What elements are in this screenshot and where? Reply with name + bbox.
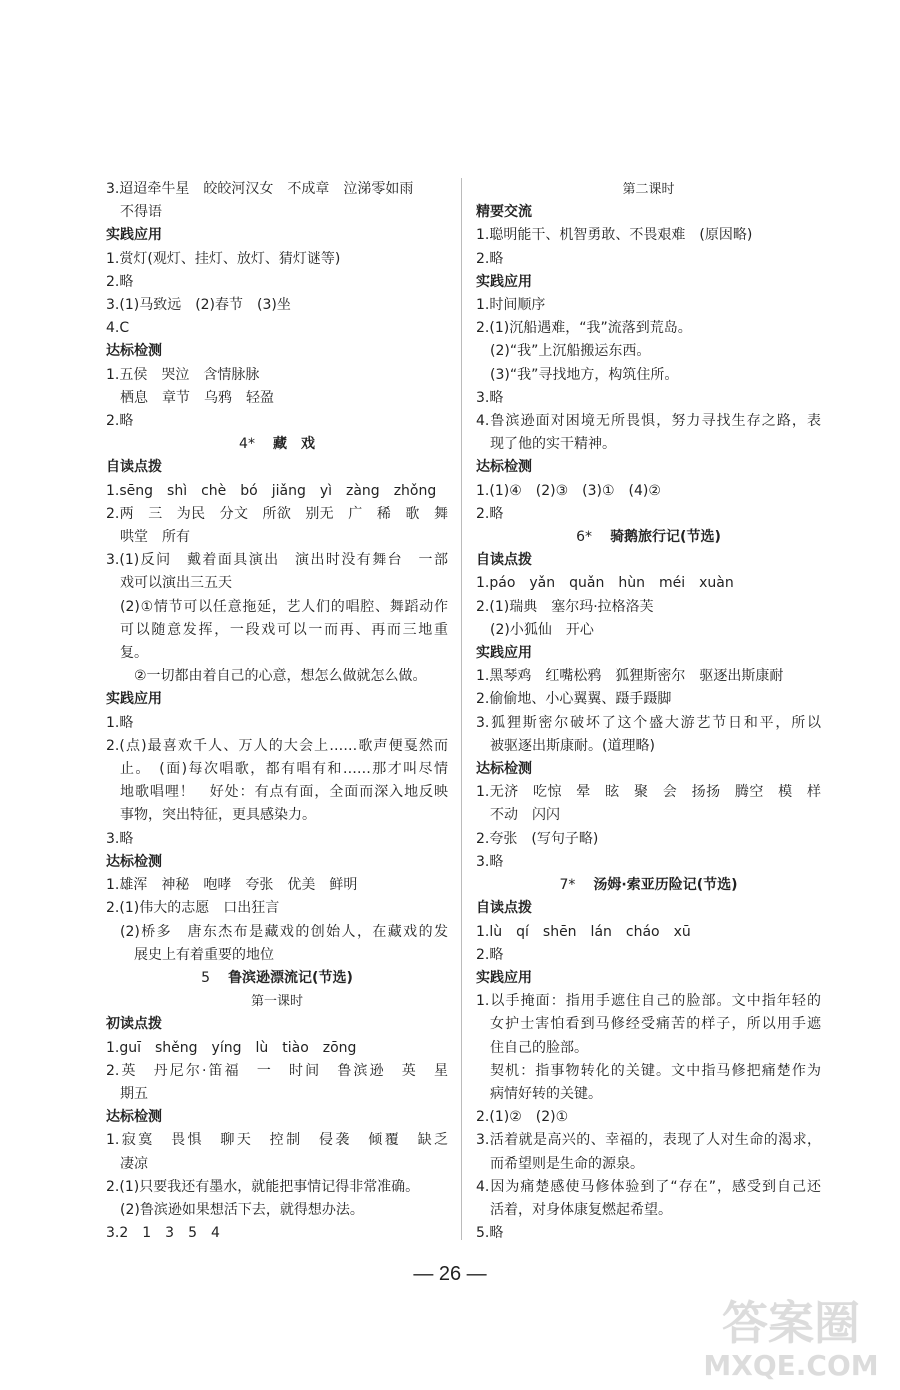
text-line: 地歌唱哩！ 好处：有点有面，全面而深入地反映 xyxy=(120,784,448,801)
text-line: (2)鲁滨逊如果想活下去，就得想办法。 xyxy=(120,1201,364,1218)
text-line: 1.páo yǎn quǎn hùn méi xuàn xyxy=(476,575,734,592)
text-line: 2.(1)只要我还有墨水，就能把事情记得非常准确。 xyxy=(106,1178,420,1195)
text-line: 2.略 xyxy=(476,946,504,963)
text-line: (3)“我”寻找地方，构筑住所。 xyxy=(490,366,679,383)
text-line: 活着，对身体康复燃起希望。 xyxy=(490,1201,672,1218)
text-line: 而希望则是生命的源泉。 xyxy=(490,1155,644,1172)
text-line: 止。 (面)每次唱歌，都有唱有和……那才叫尽情 xyxy=(120,761,448,778)
text-line: (2)①情节可以任意拖延，艺人们的唱腔、舞蹈动作 xyxy=(120,598,448,615)
text-line: 3.活着就是高兴的、幸福的，表现了人对生命的渴求， xyxy=(476,1132,821,1149)
lesson-title-text: 鲁滨逊漂流记(节选) xyxy=(228,969,353,986)
text-line: 不得语 xyxy=(120,204,162,221)
section-heading: 达标检测 xyxy=(106,343,162,360)
lesson-title-text: 骑鹅旅行记(节选) xyxy=(610,529,721,546)
text-line: 3.略 xyxy=(476,389,504,406)
text-line: 事物，突出特征，更具感染力。 xyxy=(120,807,316,824)
text-line: 1.sēng shì chè bó jiǎng yì zàng zhǒng xyxy=(106,482,437,499)
text-line: 2.(1)沉船遇难，“我”流落到荒岛。 xyxy=(476,320,692,337)
text-line: 2.(1)瑞典 塞尔玛·拉格洛芙 xyxy=(476,598,654,615)
text-line: 2.两 三 为民 分文 所欲 别无 广 稀 歌 舞 xyxy=(106,505,448,522)
text-line: 2.(点)最喜欢千人、万人的大会上……歌声便戛然而 xyxy=(106,737,448,754)
text-line: (2)桥多 唐东杰布是藏戏的创始人，在藏戏的发 xyxy=(120,923,448,940)
section-heading: 实践应用 xyxy=(476,645,532,662)
text-line: 女护士害怕看到马修经受痛苦的样子，所以用手遮 xyxy=(490,1016,821,1033)
watermark-url: MXQE.COM xyxy=(703,1349,879,1382)
text-line: 被驱逐出斯康耐。(道理略) xyxy=(490,737,655,754)
section-heading: 达标检测 xyxy=(106,1109,162,1126)
text-line: 1.赏灯(观灯、挂灯、放灯、猜灯谜等) xyxy=(106,250,341,267)
text-line: 3.2 1 3 5 4 xyxy=(106,1225,220,1242)
section-heading: 实践应用 xyxy=(106,691,162,708)
text-line: 病情好转的关键。 xyxy=(490,1085,602,1102)
right-column xyxy=(476,178,821,1245)
section-heading: 自读点拨 xyxy=(106,459,162,476)
text-line: 1.黑琴鸡 红嘴松鸦 狐狸斯密尔 驱逐出斯康耐 xyxy=(476,668,784,685)
section-heading: 自读点拨 xyxy=(476,900,532,917)
text-line: 2.(1)伟大的志愿 口出狂言 xyxy=(106,900,280,917)
text-line: 1.以手掩面：指用手遮住自己的脸部。文中指年轻的 xyxy=(476,993,821,1010)
lesson-title-text: 藏 戏 xyxy=(272,436,315,453)
section-heading: 达标检测 xyxy=(476,459,532,476)
text-line: 期五 xyxy=(120,1085,148,1102)
text-line: 展史上有着重要的地位 xyxy=(134,946,274,963)
section-heading: 达标检测 xyxy=(476,761,532,778)
lesson-title xyxy=(476,874,821,897)
text-line: 2.(1)② (2)① xyxy=(476,1109,569,1126)
lesson-title xyxy=(106,967,448,990)
text-line: 1.聪明能干、机智勇敢、不畏艰难 (原因略) xyxy=(476,227,753,244)
text-line: 栖息 章节 乌鸦 轻盈 xyxy=(120,389,274,406)
section-heading: 实践应用 xyxy=(476,969,532,986)
text-line: (2)“我”上沉船搬运东西。 xyxy=(490,343,651,360)
lesson-number: 4* xyxy=(239,436,255,453)
text-line: 第一课时 xyxy=(250,994,303,1010)
text-line: 哄堂 所有 xyxy=(120,529,190,546)
text-line: 1.lù qí shēn lán cháo xū xyxy=(476,923,691,940)
lesson-title xyxy=(476,526,821,549)
text-line: 1.guī shěng yíng lù tiào zōng xyxy=(106,1039,357,1056)
text-line: 3.狐狸斯密尔破坏了这个盛大游艺节日和平，所以 xyxy=(476,714,821,731)
text-line: 凄凉 xyxy=(120,1155,148,1172)
text-line: 1.(1)④ (2)③ (3)① (4)② xyxy=(476,482,661,499)
lesson-title-text: 汤姆·索亚历险记(节选) xyxy=(593,877,738,894)
text-line: 第二课时 xyxy=(622,182,675,197)
text-line: 1.寂寞 畏惧 聊天 控制 侵袭 倾覆 缺乏 xyxy=(106,1132,448,1149)
page-number: — 26 — xyxy=(413,1263,487,1285)
left-column xyxy=(106,178,448,1245)
text-line: (2)小狐仙 开心 xyxy=(490,621,594,638)
text-line: 不动 闪闪 xyxy=(490,807,560,824)
text-line: 1.无济 吃惊 晕 眩 聚 会 扬扬 腾空 模 样 xyxy=(476,784,821,801)
section-heading: 实践应用 xyxy=(476,273,532,290)
column-divider xyxy=(461,178,462,1240)
lesson-number: 7* xyxy=(559,877,576,894)
text-line: 3.(1)反问 戴着面具演出 演出时没有舞台 一部 xyxy=(106,552,448,569)
text-line: 住自己的脸部。 xyxy=(490,1039,588,1056)
lesson-number: 5 xyxy=(201,969,211,986)
text-line: 1.略 xyxy=(106,714,134,731)
text-line: 2.略 xyxy=(106,413,134,430)
text-line: 现了他的实干精神。 xyxy=(490,436,616,453)
section-heading: 自读点拨 xyxy=(476,552,532,569)
text-line: 1.雄浑 神秘 咆哮 夸张 优美 鲜明 xyxy=(106,877,358,894)
text-line: 4.因为痛楚感使马修体验到了“存在”，感受到自己还 xyxy=(476,1178,821,1195)
text-line: 4.鲁滨逊面对困境无所畏惧，努力寻找生存之路，表 xyxy=(476,413,821,430)
text-line: 戏可以演出三五天 xyxy=(120,575,232,592)
text-line: 复。 xyxy=(120,645,148,662)
lesson-title xyxy=(106,433,448,456)
watermark-logo xyxy=(689,1287,894,1382)
text-line: 2.略 xyxy=(106,273,134,290)
text-line: 3.(1)马致远 (2)春节 (3)坐 xyxy=(106,297,291,314)
text-line: 1.五侯 哭泣 含情脉脉 xyxy=(106,366,260,383)
text-line: 5.略 xyxy=(476,1225,504,1242)
text-line: 2.夸张 (写句子略) xyxy=(476,830,599,847)
text-line: 2.偷偷地、小心翼翼、蹑手蹑脚 xyxy=(476,691,672,708)
text-line: 契机：指事物转化的关键。文中指马修把痛楚作为 xyxy=(490,1062,821,1079)
section-heading: 达标检测 xyxy=(106,853,162,870)
text-line: 3.略 xyxy=(106,830,134,847)
section-heading: 精要交流 xyxy=(476,204,532,221)
text-line: 3.略 xyxy=(476,853,504,870)
text-line: 1.时间顺序 xyxy=(476,297,546,314)
watermark-text: 答案圈 xyxy=(722,1296,860,1350)
text-line: 2.略 xyxy=(476,505,504,522)
text-line: 4.C xyxy=(106,320,130,337)
section-heading: 实践应用 xyxy=(106,227,162,244)
text-line: 2.略 xyxy=(476,250,504,267)
text-line: ②一切都由着自己的心意，想怎么做就怎么做。 xyxy=(134,668,427,685)
text-line: 可以随意发挥，一段戏可以一而再、再而三地重 xyxy=(120,621,448,638)
text-line: 2.英 丹尼尔·笛福 一 时间 鲁滨逊 英 星 xyxy=(106,1062,448,1079)
lesson-number: 6* xyxy=(576,529,593,546)
text-line: 3.迢迢牵牛星 皎皎河汉女 不成章 泣涕零如雨 xyxy=(106,181,414,197)
section-heading: 初读点拨 xyxy=(106,1016,162,1033)
